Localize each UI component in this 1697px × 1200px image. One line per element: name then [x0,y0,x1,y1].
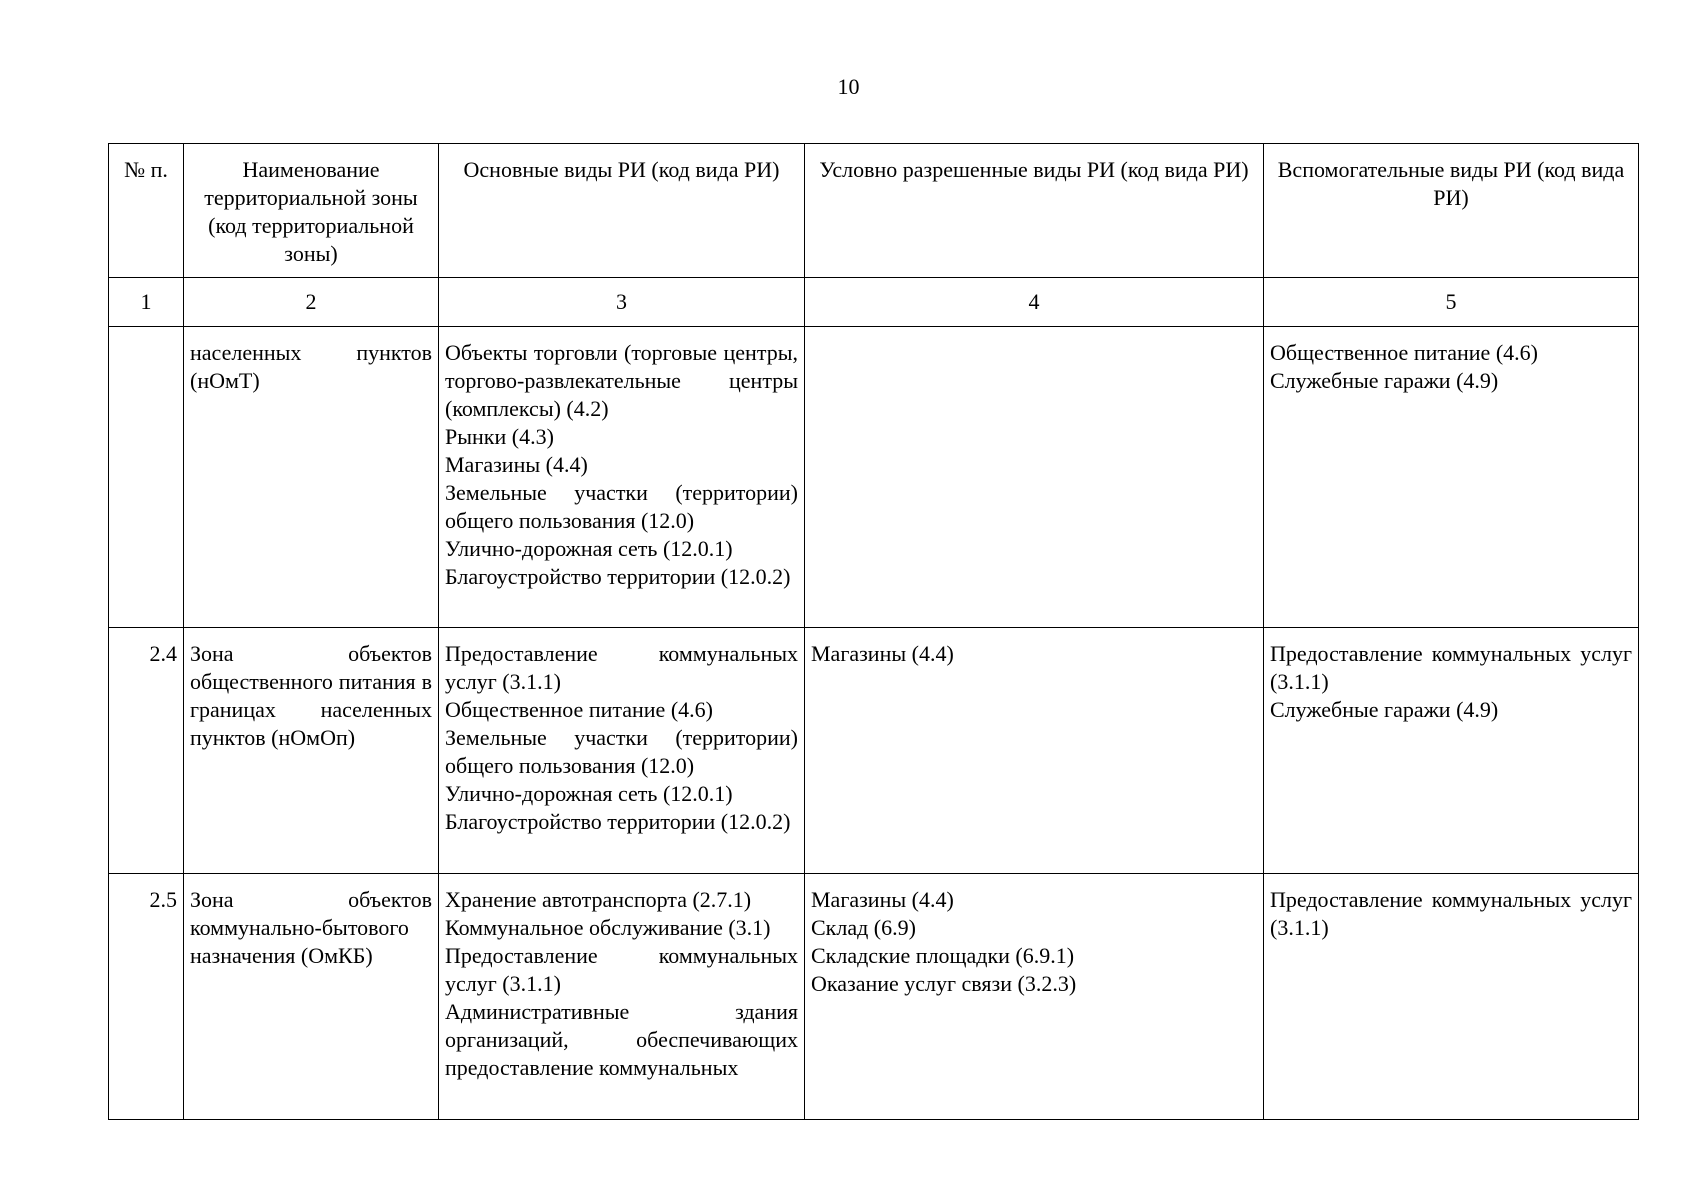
list-item: Хранение автотранспорта (2.7.1) [445,887,752,912]
list-item: Склад (6.9) [811,915,916,940]
list-item: Магазины (4.4) [811,641,954,666]
list-item: Коммунальное обслуживание (3.1) [445,915,771,940]
table-row [109,628,1639,874]
list-item: Общественное питание (4.6) [1270,340,1538,365]
header-cell: Вспомогательные виды РИ (код вида РИ) [1264,144,1639,278]
column-number-cell: 2 [184,278,439,327]
row-number-cell: 2.5 [109,874,184,1120]
conditional-uses-cell [805,327,1264,628]
column-number-cell: 1 [109,278,184,327]
table-header-row [109,144,1639,278]
table-row [109,327,1639,628]
list-item: Благоустройство территории (12.0.2) [445,809,791,834]
header-cell: Условно разрешенные виды РИ (код вида РИ) [805,144,1264,278]
row-number-cell: 2.4 [109,628,184,874]
column-number-cell: 4 [805,278,1264,327]
list-item: Улично-дорожная сеть (12.0.1) [445,781,733,806]
list-item: Рынки (4.3) [445,424,554,449]
zone-name-cell: Зона объектов коммунально-бытового назначения (ОмКБ) [184,874,439,1120]
list-item: Магазины (4.4) [811,887,954,912]
auxiliary-uses-cell [1264,628,1639,874]
list-item: Административные здания организаций, обеспечивающих предоставление коммунальных [445,999,798,1080]
table-row [109,874,1639,1120]
main-uses-cell [439,327,805,628]
list-item: Предоставление коммунальных услуг (3.1.1) [1270,641,1632,694]
auxiliary-uses-cell [1264,327,1639,628]
header-cell: № п. [109,144,184,278]
list-item: Предоставление коммунальных услуг (3.1.1) [445,943,798,996]
list-item: Общественное питание (4.6) [445,697,713,722]
list-item: Складские площадки (6.9.1) [811,943,1075,968]
main-uses-cell [439,874,805,1120]
zone-name-cell: населенных пунктов (нОмТ) [184,327,439,628]
header-cell: Наименование территориальной зоны (код территориальной зоны) [184,144,439,278]
column-number-row [109,278,1639,327]
list-item: Благоустройство территории (12.0.2) [445,564,791,589]
main-uses-cell [439,628,805,874]
row-number-cell [109,327,184,628]
list-item: Предоставление коммунальных услуг (3.1.1) [1270,887,1632,940]
list-item: Оказание услуг связи (3.2.3) [811,971,1077,996]
list-item: Служебные гаражи (4.9) [1270,368,1499,393]
list-item: Земельные участки (территории) общего пользования (12.0) [445,480,798,533]
zone-name-cell: Зона объектов общественного питания в границах населенных пунктов (нОмОп) [184,628,439,874]
list-item: Магазины (4.4) [445,452,588,477]
list-item: Предоставление коммунальных услуг (3.1.1) [445,641,798,694]
column-number-cell: 5 [1264,278,1639,327]
auxiliary-uses-cell [1264,874,1639,1120]
zoning-table [108,143,1639,1120]
conditional-uses-cell [805,628,1264,874]
list-item: Служебные гаражи (4.9) [1270,697,1499,722]
page-number: 10 [837,74,860,99]
list-item: Земельные участки (территории) общего пользования (12.0) [445,725,798,778]
list-item: Улично-дорожная сеть (12.0.1) [445,536,733,561]
list-item: Объекты торговли (торговые центры, торгово-развлекательные центры (комплексы) (4.2) [445,340,798,421]
conditional-uses-cell [805,874,1264,1120]
column-number-cell: 3 [439,278,805,327]
header-cell: Основные виды РИ (код вида РИ) [439,144,805,278]
